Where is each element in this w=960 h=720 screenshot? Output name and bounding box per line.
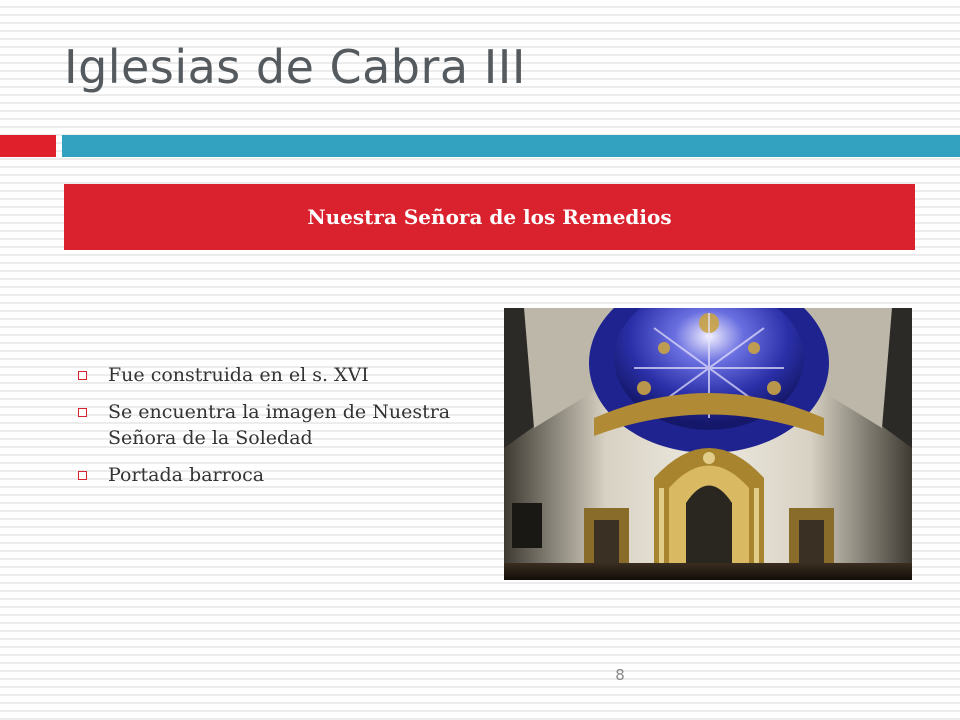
bullet-item [76,362,476,388]
hollow-square-bullet-icon [78,408,87,417]
subtitle-banner [64,184,915,250]
bullet-list [76,362,476,499]
hollow-square-bullet-icon [78,471,87,480]
bullet-text: Fue construida en el s. XVI [108,364,369,386]
page-number: 8 [615,666,625,684]
church-interior-photo [504,308,912,580]
bullet-text: Portada barroca [108,464,265,486]
hollow-square-bullet-icon [78,371,87,380]
slide-title: Iglesias de Cabra III [64,40,526,94]
bullet-item [76,462,476,488]
accent-bar-blue [62,135,960,157]
accent-bar-red [0,135,56,157]
bullet-item [76,399,476,451]
bullet-text: Se encuentra la imagen de Nuestra Señora de la Soledad [108,401,451,449]
subtitle-text: Nuestra Señora de los Remedios [307,205,672,229]
